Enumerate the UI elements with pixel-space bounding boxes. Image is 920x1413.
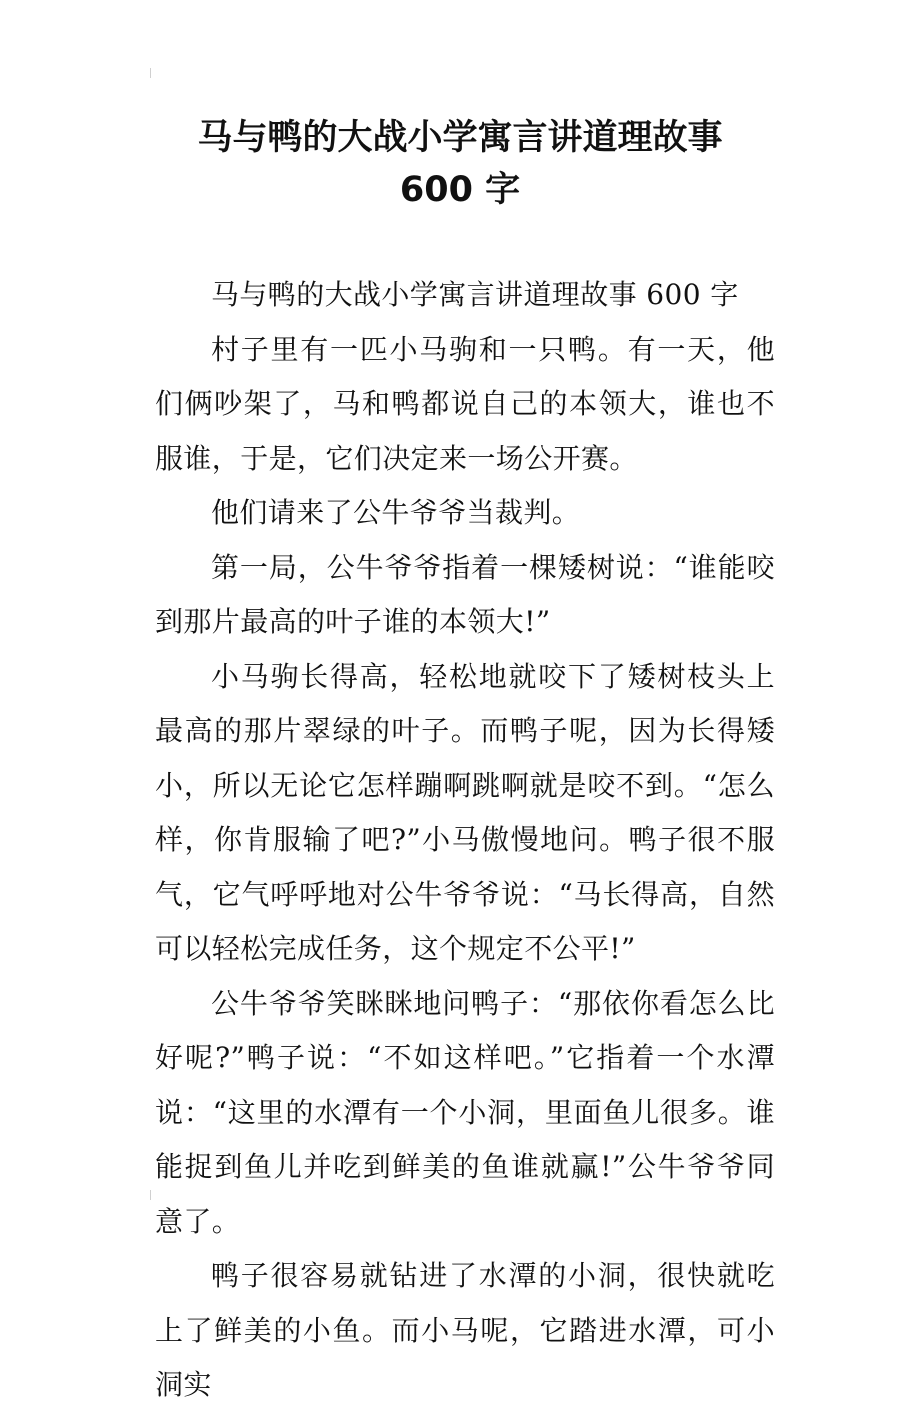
corner-crop-mark [150,68,157,78]
paragraph: 马与鸭的大战小学寓言讲道理故事 600 字 [211,278,739,311]
paragraph: 他们请来了公牛爷爷当裁判。 [211,496,581,529]
document-title [100,112,820,216]
paragraph: 小马驹长得高，轻松地就咬下了矮树枝头上最高的那片翠绿的叶子。而鸭子呢，因为长得矮小，所以无论它怎样蹦啊跳啊就是咬不到。“怎么样，你肯服输了吧?”小马傲慢地问。鸭子很不服气，它气呼呼地对公牛爷爷说：“马长得高，自然可以轻松完成任务，这个规定不公平!” [155,659,775,965]
title-line-2: 600 字 [399,170,521,210]
paragraph: 第一局，公牛爷爷指着一棵矮树说：“谁能咬到那片最高的叶子谁的本领大!” [155,550,775,638]
title-line-1: 马与鸭的大战小学寓言讲道理故事 [197,118,723,158]
paragraph: 村子里有一匹小马驹和一只鸭。有一天，他们俩吵架了，马和鸭都说自己的本领大，谁也不服谁，于是，它们决定来一场公开赛。 [155,332,775,475]
paragraph: 公牛爷爷笑眯眯地问鸭子：“那依你看怎么比好呢?”鸭子说：“不如这样吧。”它指着一个水潭说：“这里的水潭有一个小洞，里面鱼儿很多。谁能捉到鱼儿并吃到鲜美的鱼谁就赢!”公牛爷爷同意了。 [155,986,775,1238]
document-body [155,268,775,1413]
paragraph: 鸭子很容易就钻进了水潭的小洞，很快就吃上了鲜美的小鱼。而小马呢，它踏进水潭，可小洞实 [155,1259,775,1401]
